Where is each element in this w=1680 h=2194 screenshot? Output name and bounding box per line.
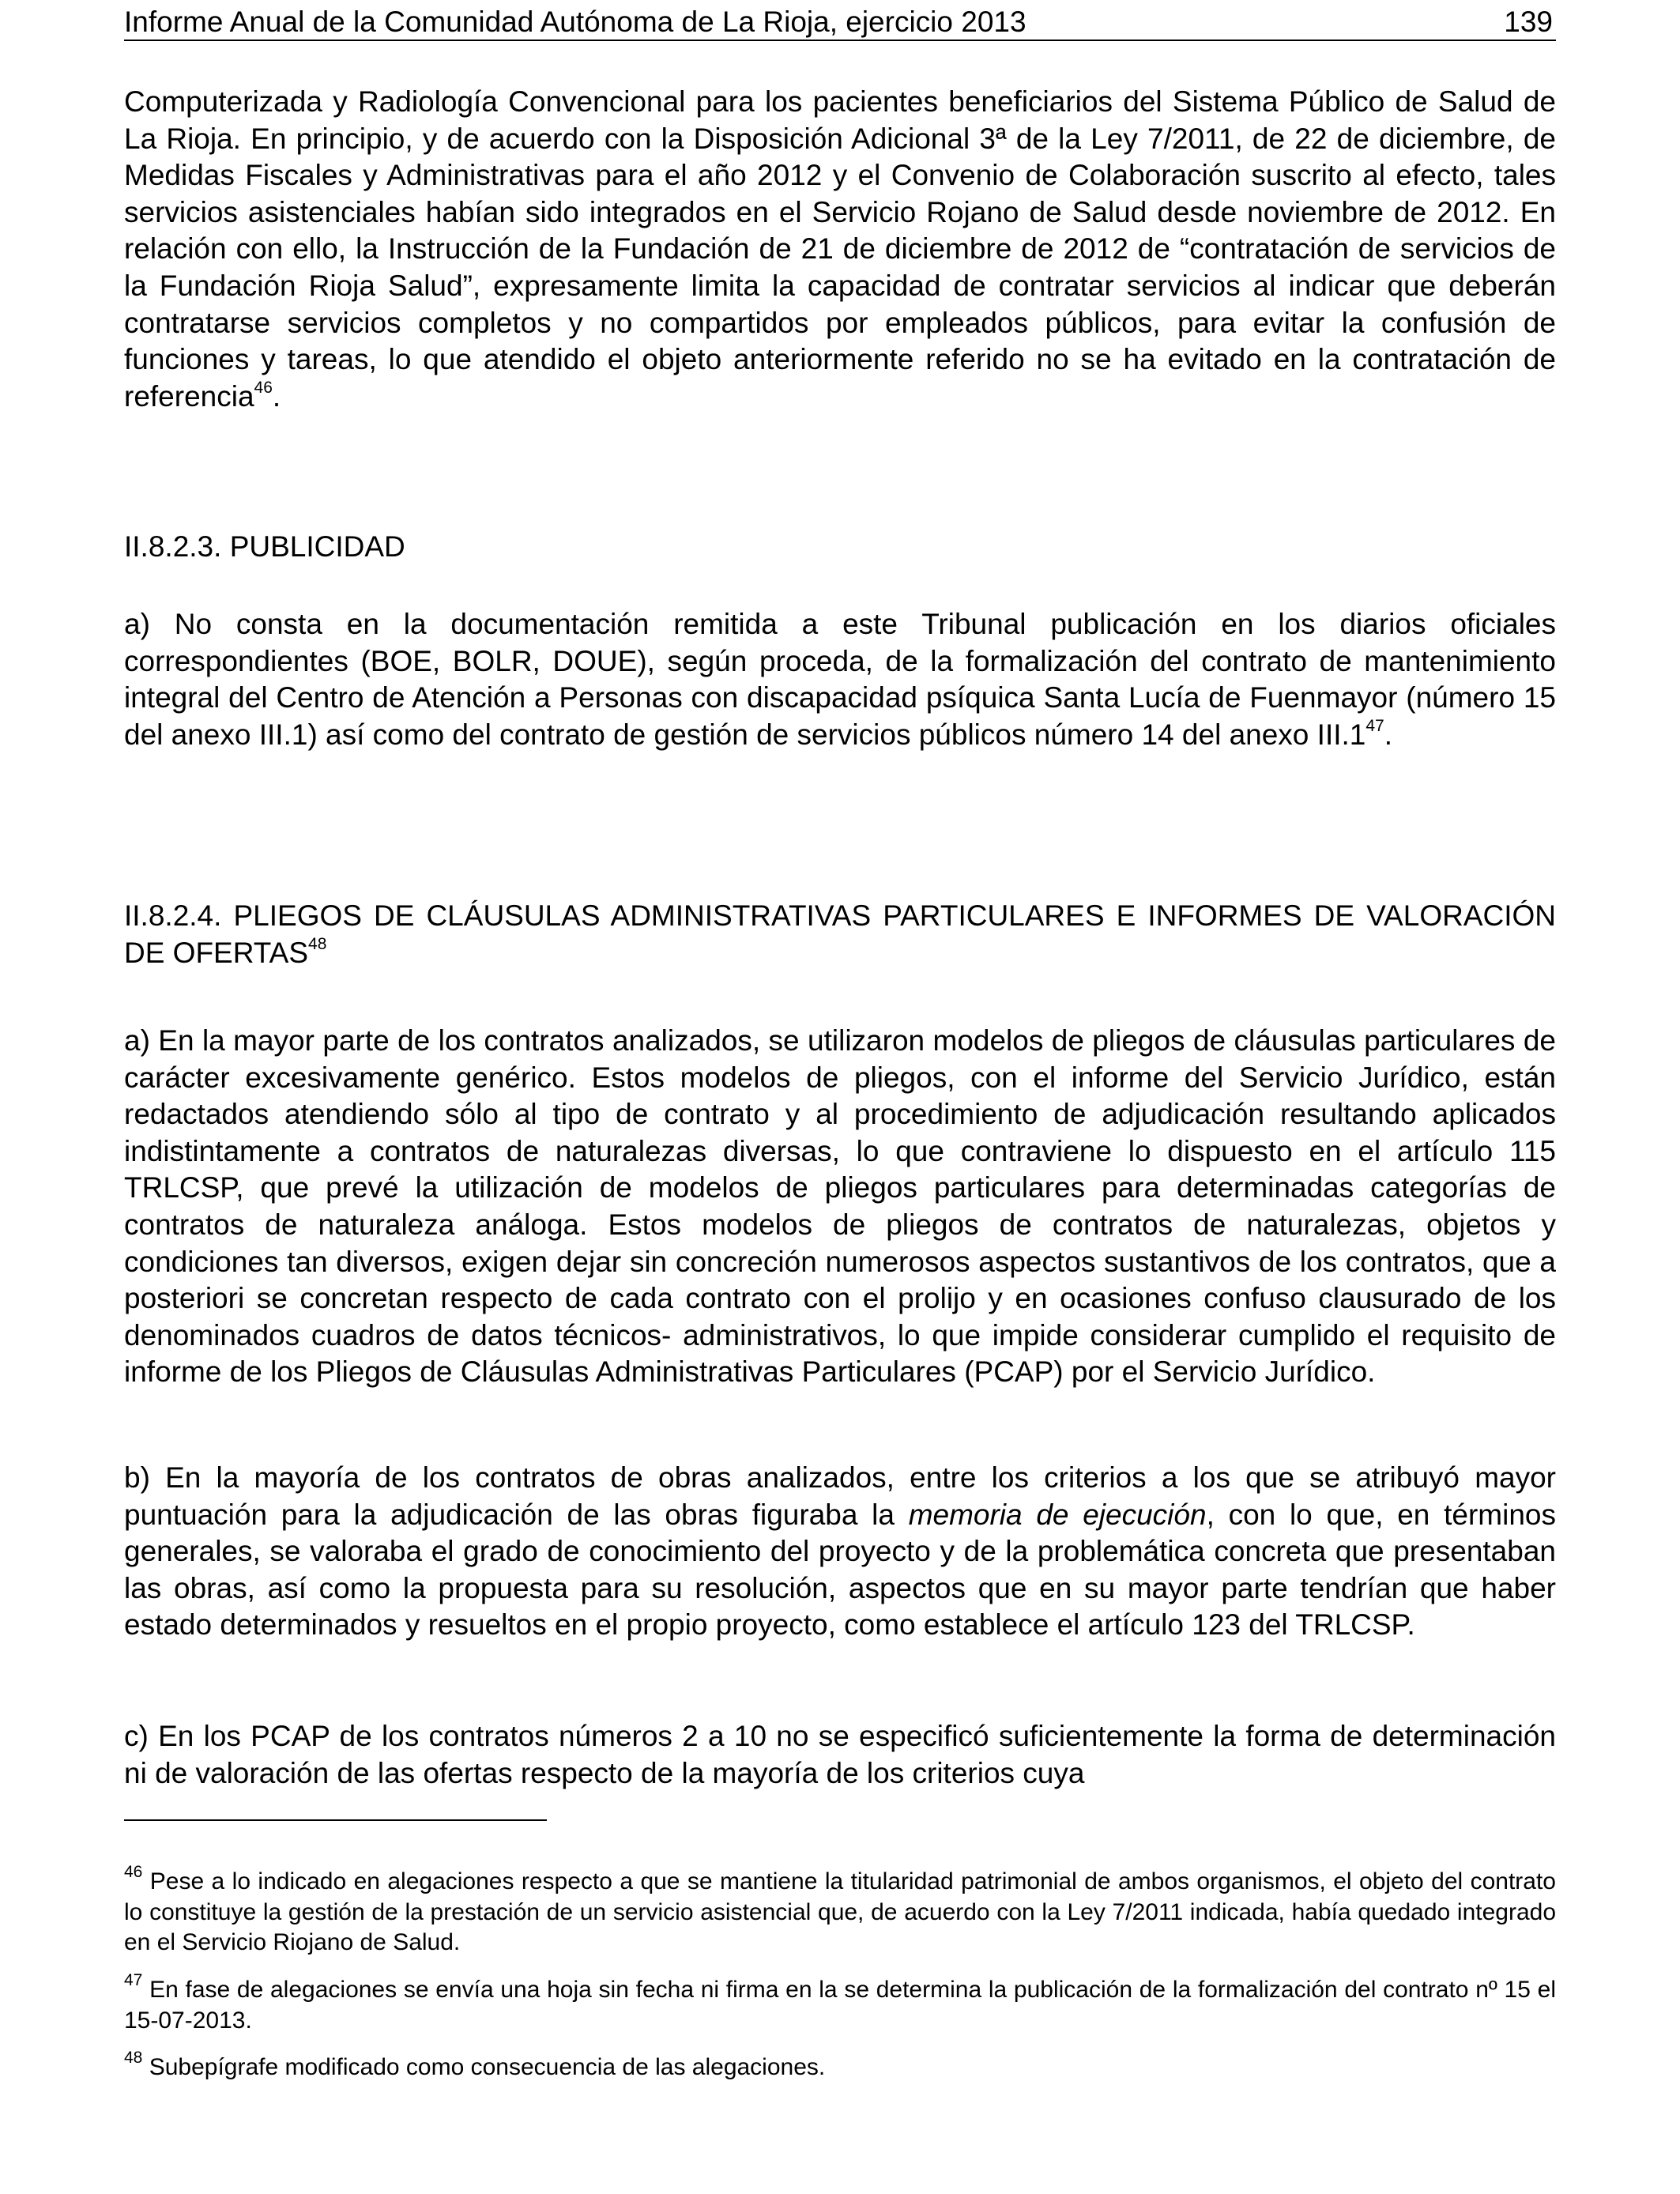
footnote-48-number: 48 [124,2049,143,2067]
footnote-ref-47[interactable]: 47 [1365,717,1384,736]
section-heading-publicidad: II.8.2.3. PUBLICIDAD [124,530,405,563]
footnote-47 [124,1971,1556,2036]
header-title: Informe Anual de la Comunidad Autónoma de La Rioja, ejercicio 2013 [124,6,1026,38]
footnote-47-number: 47 [124,1971,143,1989]
intro-text: Computerizada y Radiología Convencional para los pacientes beneficiarios del Sistema Público de Salud de La Rioja. En principio, y de acuerdo con la Disposición Adicional 3ª de la Ley 7/2011, de 22 de diciembre, de Medidas Fiscales y Administrativas para el año 2012 y el Convenio de Colaboración suscrito al efecto, tales servicios asistenciales habían sido integrados en el Servicio Rojano de Salud desde noviembre de 2012. En relación con ello, la Instrucción de la Fundación de 21 de diciembre de 2012 de “contratación de servicios de la Fundación Rioja Salud”, expresamente limita la capacidad de contratar servicios al indicar que deberán contratarse servicios completos y no compartidos por empleados públicos, para evitar la confusión de funciones y tareas, lo que atendido el objeto anteriormente referido no se ha evitado en la contratación de referencia [124,85,1556,413]
intro-end: . [272,379,281,413]
footnote-46-text: Pese a lo indicado en alegaciones respecto a que se mantiene la titularidad patrimonial de ambos organismos, el objeto del contrato lo constituye la gestión de la prestación de un servicio asistencial que, de acuerdo con la Ley 7/2011 indicada, había quedado integrado en el Servicio Riojano de Salud. [124,1868,1556,1955]
footnote-46-number: 46 [124,1863,143,1881]
document-page [124,0,1556,2194]
header-divider [124,40,1556,41]
publicidad-a-end: . [1384,718,1393,751]
footnote-ref-46[interactable]: 46 [254,379,273,398]
pliegos-paragraph-a: a) En la mayor parte de los contratos analizados, se utilizaron modelos de pliegos de cláusulas particulares de carácter excesivamente genérico. Estos modelos de pliegos, con el informe del Servicio Jurídico, están redactados atendiendo sólo al tipo de contrato y al procedimiento de adjudicación resultando aplicados indistintamente a contratos de naturalezas diversas, lo que contraviene lo dispuesto en el artículo 115 TRLCSP, que prevé la utilización de modelos de pliegos particulares para determinadas categorías de contratos de naturaleza análoga. Estos modelos de pliegos de contratos de naturalezas, objetos y condiciones tan diversos, exigen dejar sin concreción numerosos aspectos sustantivos de los contratos, que a posteriori se concretan respecto de cada contrato con el prolijo y en ocasiones confuso clausurado de los denominados cuadros de datos técnicos- administrativos, lo que impide considerar cumplido el requisito de informe de los Pliegos de Cláusulas Administrativas Particulares (PCAP) por el Servicio Jurídico. [124,1024,1556,1389]
footnote-46 [124,1863,1556,1958]
footnote-48-text: Subepígrafe modificado como consecuencia de las alegaciones. [142,2054,826,2080]
page-number: 139 [1504,6,1553,38]
pliegos-b-after: , con lo que, en términos generales, se valoraba el grado de conocimiento del proyecto y de la problemática concreta que presentaban las obras, así como la propuesta para su resolución, aspectos que en su mayor parte tendrían que haber estado determinados y resueltos en el propio proyecto, como establece el artículo 123 del TRLCSP. [124,1498,1556,1642]
footnote-divider [124,1819,547,1821]
pliegos-heading-text: II.8.2.4. PLIEGOS DE CLÁUSULAS ADMINISTRATIVAS PARTICULARES E INFORMES DE VALORACIÓN DE OFERTAS [124,899,1556,969]
pliegos-b-before: b) En la mayoría de los contratos de obras analizados, entre los criterios a los que se atribuyó mayor puntuación para la adjudicación de las obras figuraba la [124,1461,1556,1531]
footnote-ref-48[interactable]: 48 [308,935,327,954]
page-header [124,3,1556,41]
publicidad-paragraph-a [124,606,1556,753]
pliegos-paragraph-c: c) En los PCAP de los contratos números 2 a 10 no se especificó suficientemente la forma de determinación ni de valoración de las ofertas respecto de la mayoría de los criterios cuya [124,1720,1556,1789]
publicidad-a-text: a) No consta en la documentación remitida a este Tribunal publicación en los diarios oficiales correspondientes (BOE, BOLR, DOUE), según proceda, de la formalización del contrato de mantenimiento integral del Centro de Atención a Personas con discapacidad psíquica Santa Lucía de Fuenmayor (número 15 del anexo III.1) así como del contrato de gestión de servicios públicos número 14 del anexo III.1 [124,608,1556,751]
footnote-47-text: En fase de alegaciones se envía una hoja sin fecha ni firma en la se determina la publicación de la formalización del contrato nº 15 el 15-07-2013. [124,1977,1556,2034]
pliegos-paragraph-b [124,1460,1556,1644]
intro-paragraph [124,84,1556,415]
section-heading-pliegos [124,898,1556,971]
footnote-48 [124,2049,1556,2083]
pliegos-b-emphasis: memoria de ejecución [908,1498,1207,1531]
